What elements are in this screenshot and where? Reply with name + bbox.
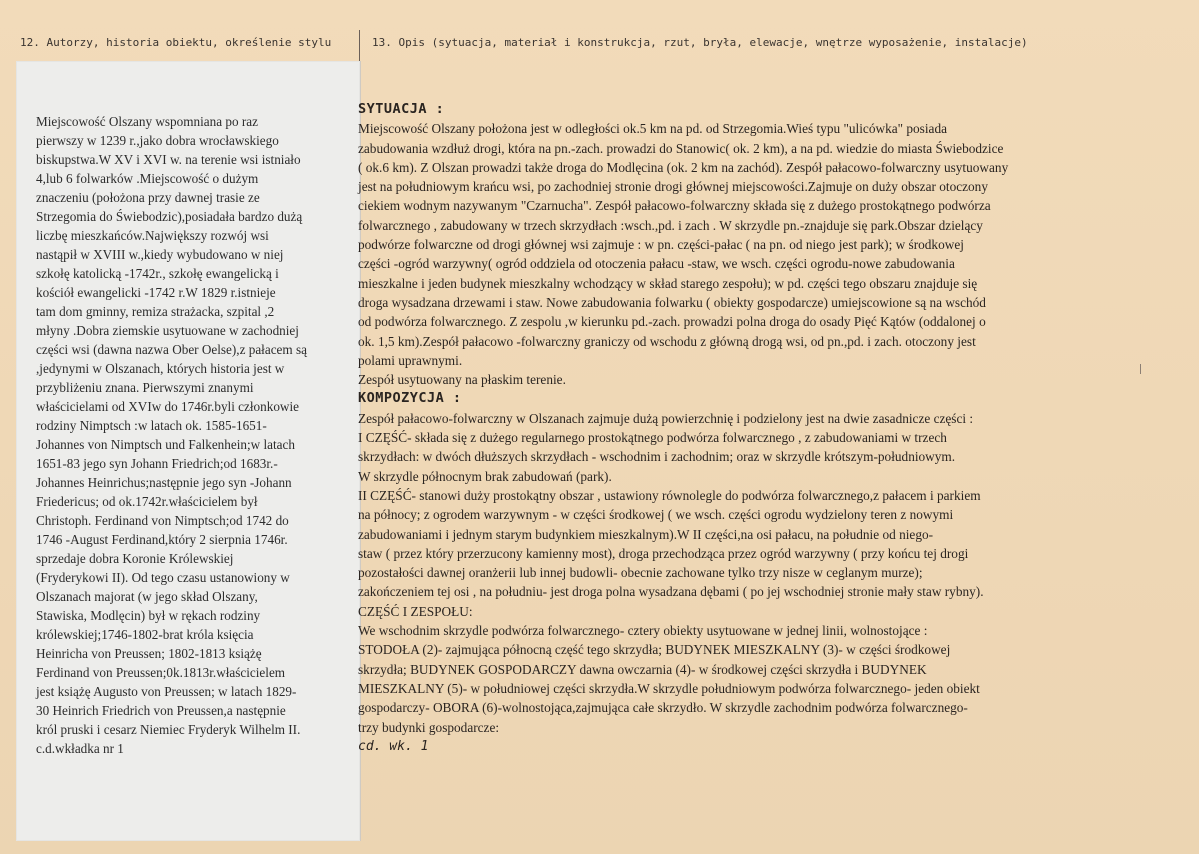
description-line: ( ok.6 km). Z Olszan prowadzi także droga do Modlęcina (ok. 2 km na zachód). Zespół pałacowo-folwarczny usytuowany (358, 159, 1009, 175)
description-line: zabudowania wzdłuż drogi, która na pn.-zach. prowadzi do Stanowic( ok. 2 km), a na pd. wiedzie do miasta Świebodzice (358, 140, 1004, 156)
pen-mark (1140, 364, 1141, 374)
description-line: MIESZKALNY (5)- w południowej części skrzydła.W skrzydle południowym podwórza folwarcznego- jeden obiekt (358, 680, 980, 696)
description-line: mieszkalne i jeden budynek mieszkalny wchodzący w skład starego zespołu); w pd. części tego obszaru znajduje się (358, 275, 978, 291)
history-line: właścicielami od XVIw do 1746r.byli członkowie (36, 399, 299, 414)
history-line: Christoph. Ferdinand von Nimptsch;od 1742 do (36, 513, 289, 528)
description-line: części -ogród warzywny( ogród oddziela od otoczenia pałacu -staw, we wsch. części ogrodu-nowe zabudowania (358, 256, 955, 272)
description-line: CZĘŚĆ I ZESPOŁU: (358, 603, 473, 619)
history-line: Johannes von Nimptsch und Falkenhein;w latach (36, 437, 295, 452)
history-line: Miejscowość Olszany wspomniana po raz (36, 114, 258, 129)
section-13-header: 13. Opis (sytuacja, materiał i konstrukcja, rzut, bryła, elewacje, wnętrze wyposażenie, instalacje) (372, 36, 1028, 49)
section-heading: SYTUACJA : (358, 101, 445, 117)
description-line: polami uprawnymi. (358, 352, 463, 368)
history-line: 4,lub 6 folwarków .Miejscowość o dużym (36, 171, 259, 186)
history-line: Johannes Heinrichus;następnie jego syn -Johann (36, 475, 292, 490)
section-heading: KOMPOZYCJA : (358, 390, 462, 407)
description-line: skrzydłach: w dwóch dłuższych skrzydłach - wschodnim i zachodnim; oraz w skrzydle krótszym-południowym. (358, 449, 956, 465)
history-line: Olszanach majorat (w jego skład Olszany, (36, 589, 258, 604)
history-line: młyny .Dobra ziemskie usytuowane w zachodniej (36, 323, 299, 338)
description-line: trzy budynki gospodarcze: (358, 719, 500, 735)
description-line: skrzydła; BUDYNEK GOSPODARCZY dawna owczarnia (4)- w środkowej części skrzydła i BUDYNEK (358, 661, 927, 677)
history-line: 1651-83 jego syn Johann Friedrich;od 1683r.- (36, 456, 278, 471)
history-line: tam dom gminny, remiza strażacka, szpital ,2 (36, 304, 275, 319)
description-line: We wschodnim skrzydle podwórza folwarcznego- cztery obiekty usytuowane w jednej linii, wolnostojące : (358, 623, 928, 639)
description-line: STODOŁA (2)- zajmująca północną część tego skrzydła; BUDYNEK MIESZKALNY (3)- w części środkowej (358, 642, 951, 658)
history-line: przybliżeniu znana. Pierwszymi znanymi (36, 380, 254, 395)
history-line: Strzegomia do Świebodzic),posiadała bardzo dużą (36, 209, 303, 224)
history-line: rodziny Nimptsch :w latach ok. 1585-1651- (36, 418, 267, 433)
section-12-header: 12. Autorzy, historia obiektu, określenie stylu (20, 36, 332, 49)
description-line: II CZĘŚĆ- stanowi duży prostokątny obszar , ustawiony równolegle do podwórza folwarcznego,z pałacem i parkiem (358, 487, 981, 503)
history-line: Stawiska, Modlęcin) był w rękach rodziny (36, 608, 261, 623)
history-line: szkołę katolicką -1742r., szkołę ewangelicką i (36, 266, 279, 281)
description-line: staw ( przez który przerzucony kamienny most), droga przechodząca przez ogród warzywny ( przy końcu tej drogi (358, 545, 969, 561)
history-line: Heinricha von Preussen; 1802-1813 książę (36, 646, 262, 661)
history-line: królewskiej;1746-1802-brat króla księcia (36, 627, 254, 642)
history-line: pierwszy w 1239 r.,jako dobra wrocławskiego (36, 133, 279, 148)
history-line: liczbę mieszkańców.Największy rozwój wsi (36, 228, 269, 243)
description-line: I CZĘŚĆ- składa się z dużego regularnego prostokątnego podwórza folwarcznego , z zabudowaniami w trzech (358, 430, 947, 446)
history-line: Friedericus; od ok.1742r.właścicielem był (36, 494, 258, 509)
history-text (36, 112, 354, 758)
description-line: podwórze folwarczne od drogi głównej wsi zajmuje : w pn. części-pałac ( na pn. od niego jest park); w środkowej (358, 237, 964, 253)
handwritten-note: cd. wk. 1 (358, 738, 429, 754)
description-line: folwarcznego , zabudowany w trzech skrzydłach :wsch.,pd. i zach . W skrzydle pn.-znajduje się park.Obszar dzielący (358, 217, 983, 233)
description-line: na północy; z ogrodem warzywnym - w części środkowej ( we wsch. części ogrodu wydzielony teren z nowymi (358, 507, 954, 523)
history-line: 30 Heinrich Friedrich von Preussen,a następnie (36, 703, 286, 718)
description-line: Miejscowość Olszany położona jest w odległości ok.5 km na pd. od Strzegomia.Wieś typu "ulicówka" posiada (358, 121, 947, 137)
history-line: nastąpił w XVIII w.,kiedy wybudowano w niej (36, 247, 284, 262)
history-line: Ferdinand von Preussen;0k.1813r.właścicielem (36, 665, 286, 680)
history-line: jest książę Augusto von Preussen; w latach 1829- (36, 684, 297, 699)
description-line: pozostałości dawnej oranżerii lub innej budowli- obecnie zachowane tylko trzy nisze w ceglanym murze); (358, 565, 923, 581)
history-line: ,jedynymi w Olszanach, których historia jest w (36, 361, 285, 376)
description-line: Zespół usytuowany na płaskim terenie. (358, 372, 566, 388)
history-line: (Fryderykowi II). Od tego czasu ustanowiony w (36, 570, 290, 585)
description-line: gospodarczy- OBORA (6)-wolnostojąca,zajmująca całe skrzydło. W skrzydle zachodnim podwórza folwarcznego- (358, 700, 968, 716)
history-line: kościół ewangelicki -1742 r.W 1829 r.istnieje (36, 285, 276, 300)
history-line: części wsi (dawna nazwa Ober Oelse),z pałacem są (36, 342, 307, 357)
description-line: Zespół pałacowo-folwarczny w Olszanach zajmuje dużą powierzchnię i podzielony jest na dwie zasadnicze części : (358, 410, 974, 426)
history-line: biskupstwa.W XV i XVI w. na terenie wsi istniało (36, 152, 301, 167)
history-line: c.d.wkładka nr 1 (36, 741, 124, 756)
description-line: W skrzydle północnym brak zabudowań (park). (358, 468, 612, 484)
description-line: droga wysadzana drzewami i staw. Nowe zabudowania folwarku ( obiekty gospodarcze) umiejscowione są na wschód (358, 294, 986, 310)
description-text (358, 100, 1192, 756)
description-line: ok. 1,5 km).Zespół pałacowo -folwarczny graniczy od wschodu z główną drogą wsi, od pn.,pd. i zach. otoczony jest (358, 333, 976, 349)
description-line: jest na południowym krańcu wsi, po zachodniej stronie drogi głównej miejscowości.Zajmuje on duży obszar otoczony (358, 179, 988, 195)
history-line: 1746 -August Ferdinand,który 2 sierpnia 1746r. (36, 532, 288, 547)
description-line: zakończeniem tej osi , na południu- jest droga polna wysadzana dębami ( po jej wschodniej stronie mały staw rybny). (358, 584, 984, 600)
history-line: znaczeniu (położona przy dawnej trasie ze (36, 190, 260, 205)
description-line: od podwórza folwarcznego. Z zespolu ,w kierunku pd.-zach. prowadzi polna droga do osady Pięć Kątów (oddalonej o (358, 314, 986, 330)
description-line: zabudowaniami i jednym starym budynkiem mieszkalnym).W II części,na osi pałacu, na południe od niego- (358, 526, 934, 542)
history-line: sprzedaje dobra Koronie Królewskiej (36, 551, 234, 566)
history-line: król pruski i cesarz Niemiec Fryderyk Wilhelm II. (36, 722, 301, 737)
description-line: ciekiem wodnym nazywanym "Czarnucha". Zespół pałacowo-folwarczny składa się z dużego prostokątnego podwórza (358, 198, 991, 214)
